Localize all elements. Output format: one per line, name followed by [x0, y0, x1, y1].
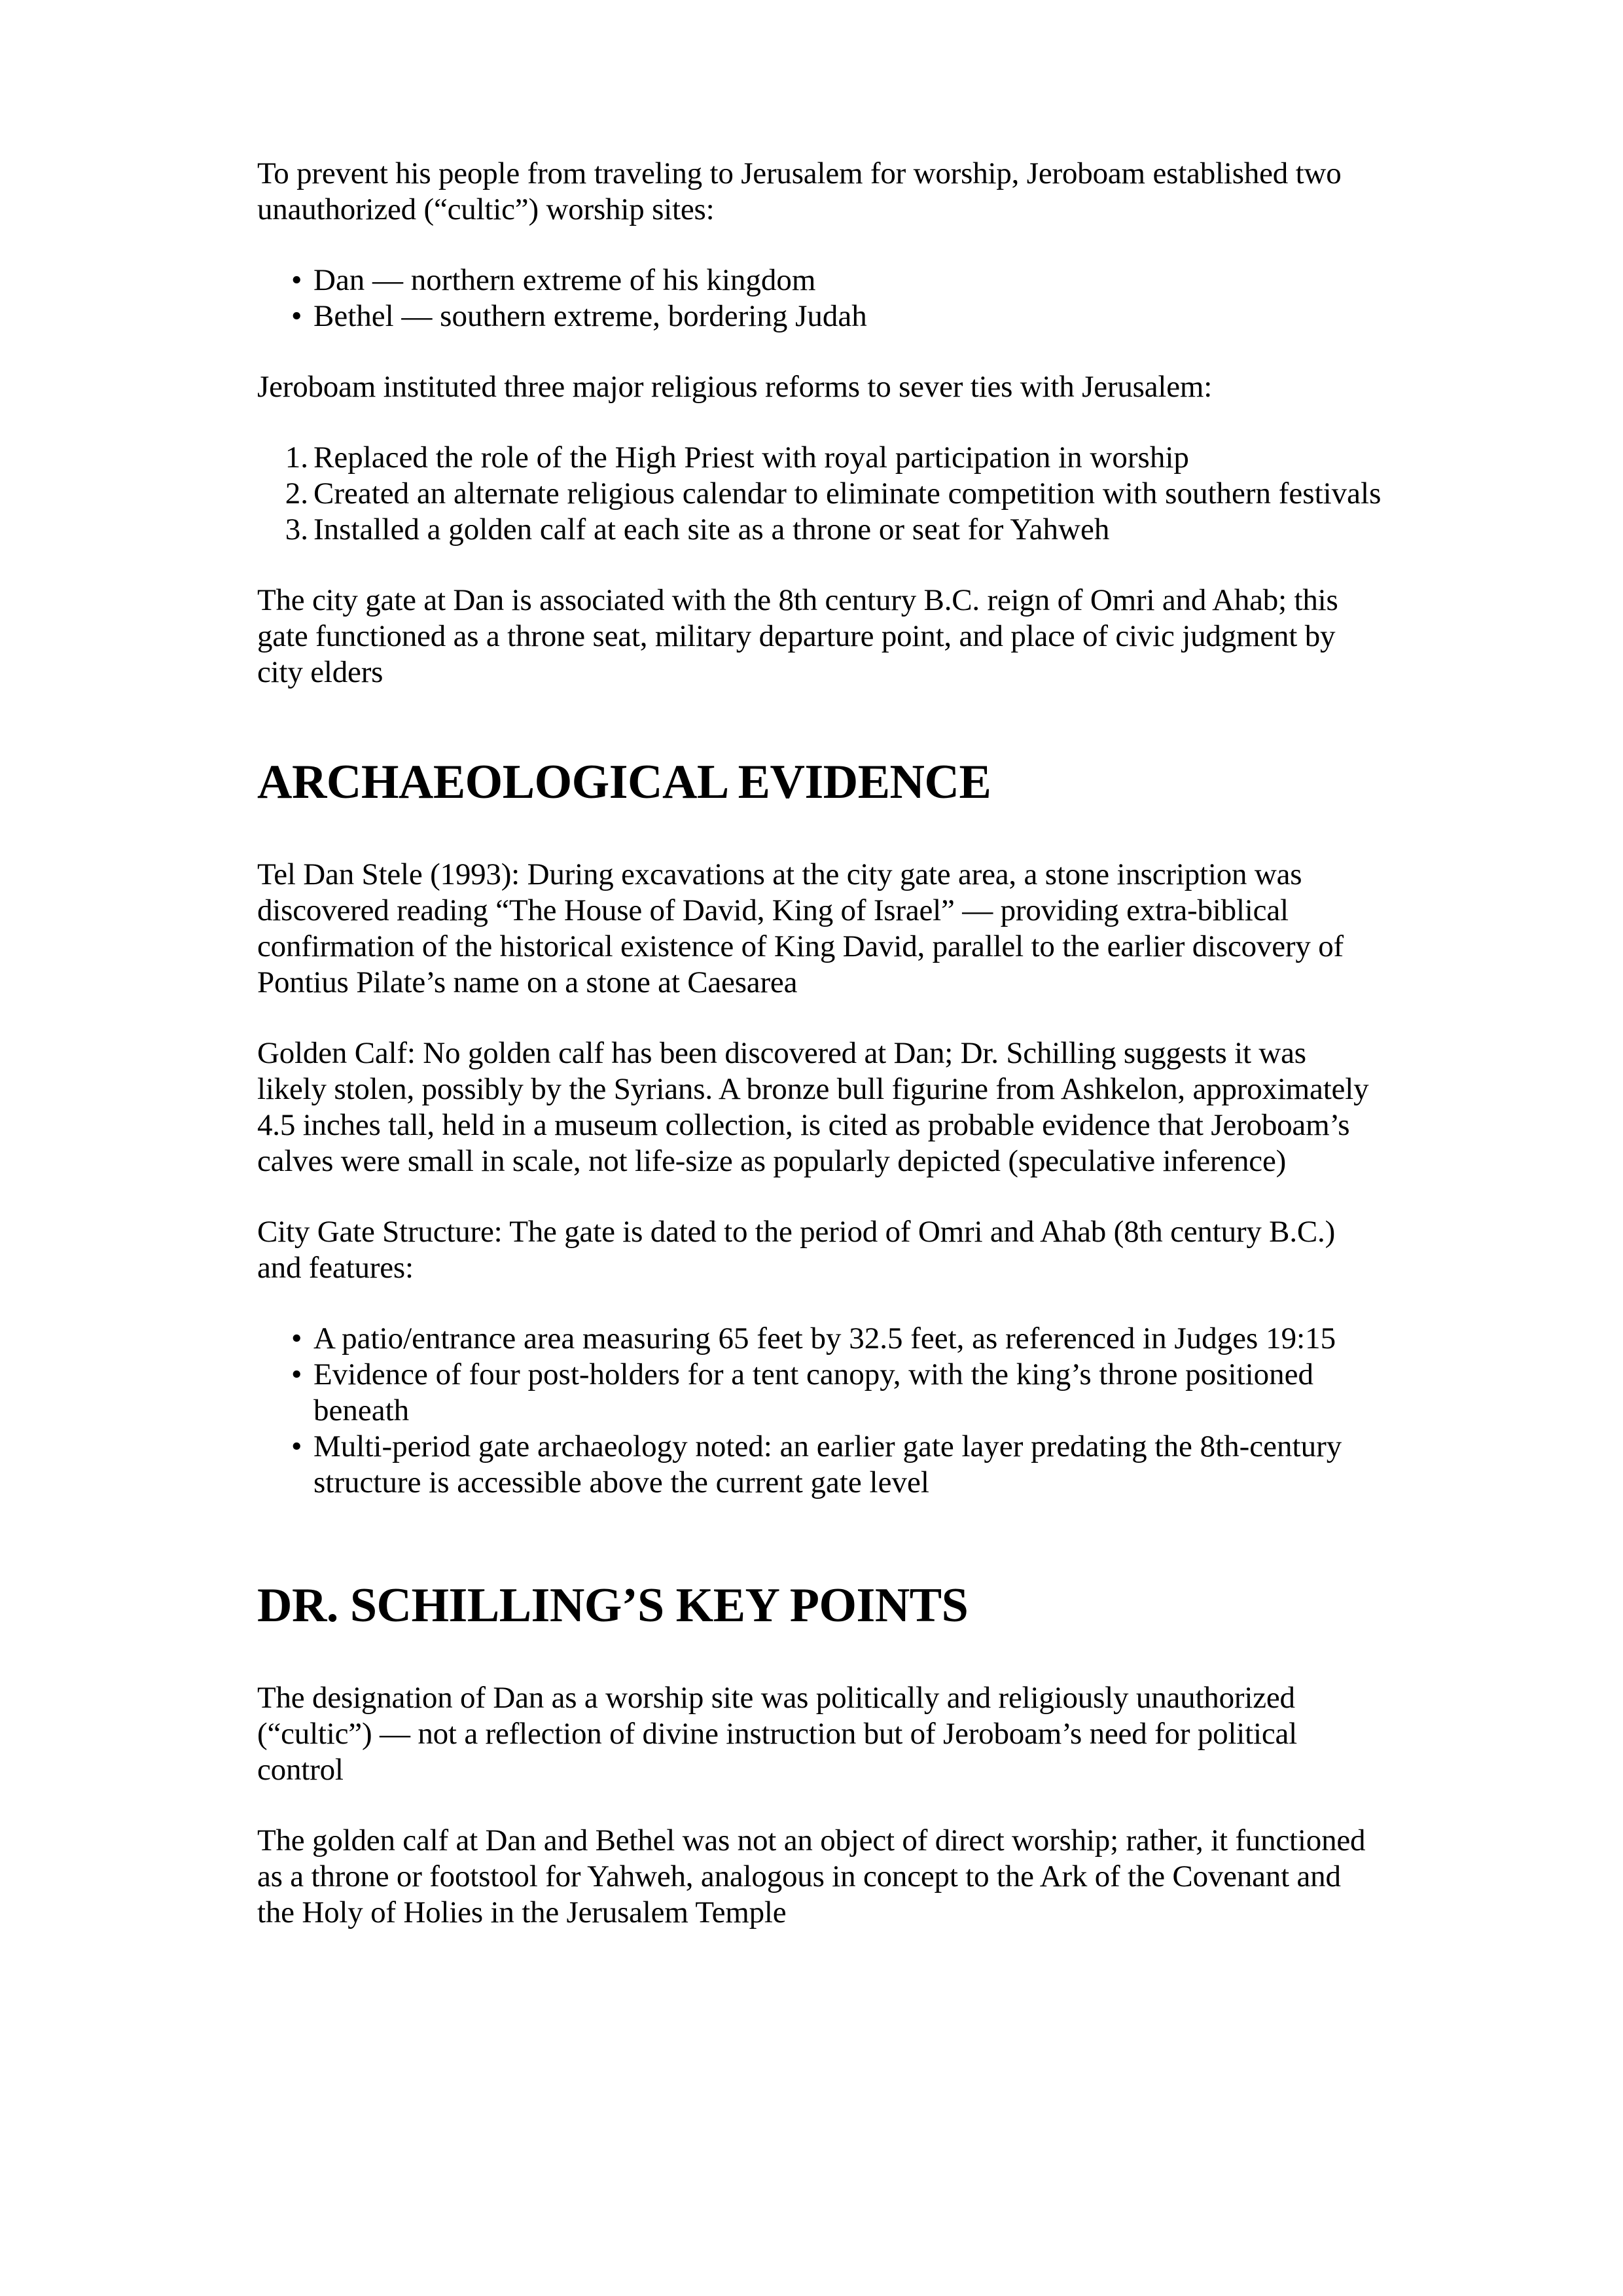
- list-number: 3.: [285, 512, 308, 547]
- list-item: [257, 262, 1383, 298]
- gate-features-list: [257, 1321, 1383, 1501]
- list-number: 2.: [285, 476, 308, 511]
- city-gate-structure-paragraph: City Gate Structure: The gate is dated to the period of Omri and Ahab (8th century B.C.) and features:: [257, 1215, 1336, 1285]
- list-item-text: Dan — northern extreme of his kingdom: [313, 263, 816, 297]
- tel-dan-stele-paragraph: Tel Dan Stele (1993): During excavations at the city gate area, a stone inscription was discovered reading “The House of David, King of Israel” — providing extra-biblical confirmation of the historical existence of King David, parallel to the earlier discovery of Pontius Pilate’s name on a stone at Caesarea: [257, 857, 1344, 999]
- worship-sites-list: [257, 262, 1383, 334]
- golden-calf-paragraph: Golden Calf: No golden calf has been discovered at Dan; Dr. Schilling suggests it was likely stolen, possibly by the Syrians. A bronze bull figurine from Ashkelon, approximately 4.5 inches tall, held in a museum collection, is cited as probable evidence that Jeroboam’s calves were small in scale, not life-size as popularly depicted (speculative inference): [257, 1036, 1369, 1178]
- list-item: [257, 1321, 1383, 1357]
- bullet-icon: •: [291, 1321, 302, 1355]
- list-number: 1.: [285, 440, 308, 475]
- list-item-text: Multi-period gate archaeology noted: an earlier gate layer predating the 8th-century structure is accessible above the current gate level: [313, 1429, 1342, 1499]
- list-item: [257, 476, 1383, 512]
- key-point-paragraph: The golden calf at Dan and Bethel was not an object of direct worship; rather, it functioned as a throne or footstool for Yahweh, analogous in concept to the Ark of the Covenant and the Holy of Holies in the Jerusalem Temple: [257, 1823, 1366, 1929]
- list-item: [257, 440, 1383, 476]
- bullet-icon: •: [291, 1429, 302, 1463]
- section-heading-key-points: DR. SCHILLING’S KEY POINTS: [257, 1579, 969, 1632]
- key-point-paragraph: The designation of Dan as a worship site was politically and religiously unauthorized (“cultic”) — not a reflection of divine instruction but of Jeroboam’s need for political control: [257, 1681, 1298, 1787]
- list-item: [257, 1429, 1383, 1501]
- reforms-list: [257, 440, 1383, 548]
- list-item-text: Evidence of four post-holders for a tent canopy, with the king’s throne positioned beneath: [313, 1357, 1314, 1427]
- list-item-text: A patio/entrance area measuring 65 feet by 32.5 feet, as referenced in Judges 19:15: [313, 1321, 1336, 1355]
- city-gate-paragraph: The city gate at Dan is associated with the 8th century B.C. reign of Omri and Ahab; this gate functioned as a throne seat, military departure point, and place of civic judgment by city elders: [257, 583, 1338, 689]
- bullet-icon: •: [291, 263, 302, 297]
- list-item: [257, 1357, 1383, 1429]
- list-item-text: Replaced the role of the High Priest with royal participation in worship: [313, 440, 1189, 475]
- list-item-text: Installed a golden calf at each site as a throne or seat for Yahweh: [313, 512, 1110, 547]
- section-heading-archaeological-evidence: ARCHAEOLOGICAL EVIDENCE: [257, 755, 991, 809]
- list-item-text: Bethel — southern extreme, bordering Judah: [313, 299, 867, 333]
- reforms-intro-paragraph: Jeroboam instituted three major religious reforms to sever ties with Jerusalem:: [257, 370, 1213, 404]
- document-page: [257, 156, 1383, 1965]
- list-item: [257, 298, 1383, 334]
- bullet-icon: •: [291, 299, 302, 333]
- list-item: [257, 512, 1383, 548]
- bullet-icon: •: [291, 1357, 302, 1391]
- intro-paragraph: To prevent his people from traveling to Jerusalem for worship, Jeroboam established two unauthorized (“cultic”) worship sites:: [257, 156, 1342, 226]
- list-item-text: Created an alternate religious calendar to eliminate competition with southern festivals: [313, 476, 1382, 511]
